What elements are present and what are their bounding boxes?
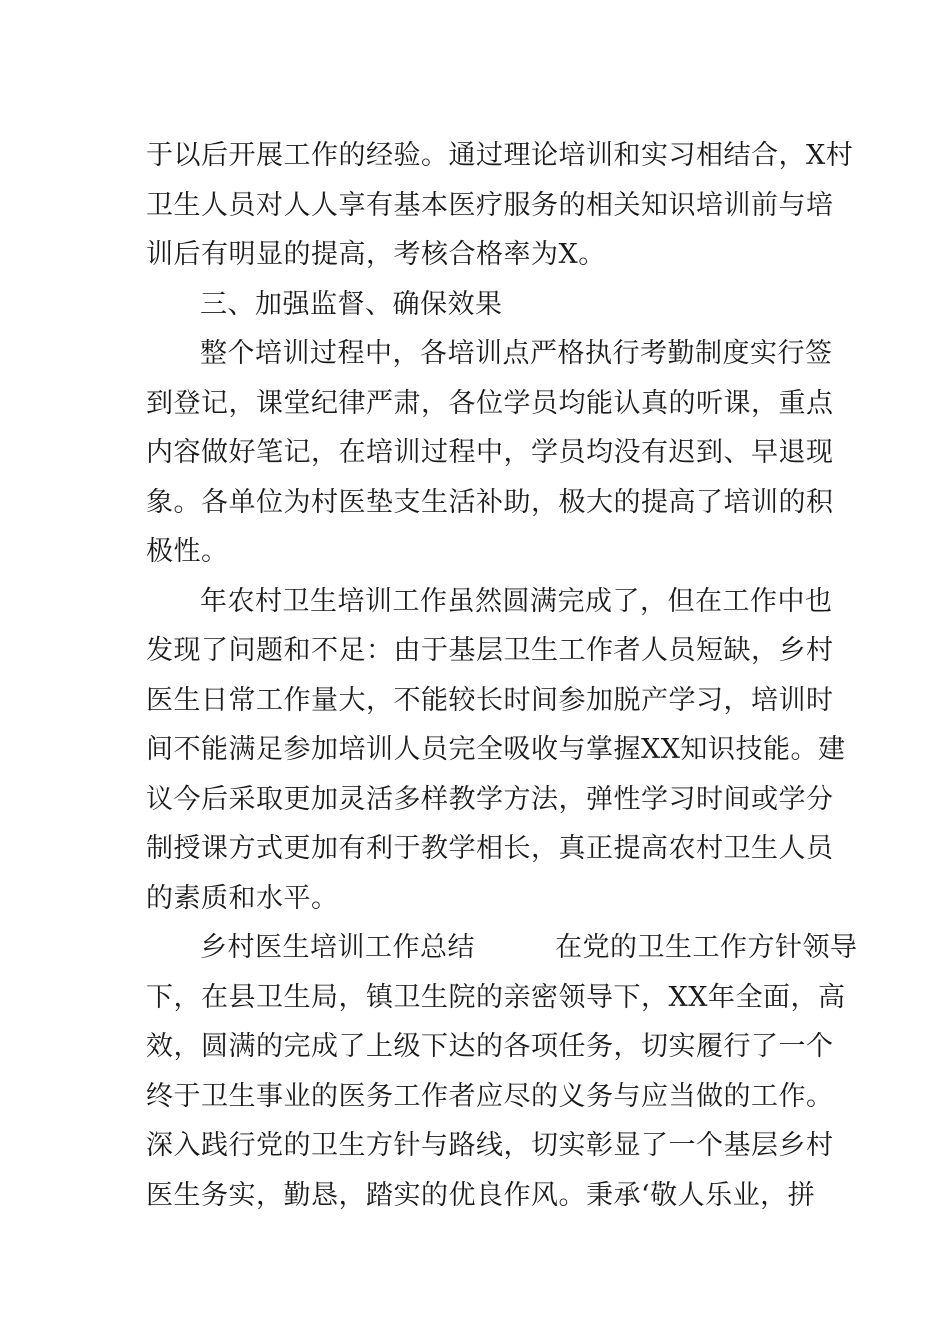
text-line: 议今后采取更加灵活多样教学方法，弹性学习时间或学分 bbox=[146, 783, 834, 815]
text-line: 下，在县卫生局，镇卫生院的亲密领导下，XX年全面，高 bbox=[146, 981, 846, 1013]
summary-title: 乡村医生培训工作总结 bbox=[200, 932, 475, 963]
text-line: 间不能满足参加培训人员完全吸收与掌握XX知识技能。建 bbox=[146, 734, 846, 765]
text-line: 效，圆满的完成了上级下达的各项任务，切实履行了一个 bbox=[146, 1031, 834, 1062]
text-line: 年农村卫生培训工作虽然圆满完成了，但在工作中也 bbox=[200, 585, 833, 617]
section-heading: 三、加强监督、确保效果 bbox=[200, 288, 503, 320]
text-line: 深入践行党的卫生方针与路线，切实彰显了一个基层乡村 bbox=[146, 1130, 834, 1161]
text-line: 整个培训过程中，各培训点严格执行考勤制度实行签 bbox=[200, 338, 833, 369]
text-line: 象。各单位为村医垫支生活补助，极大的提高了培训的积 bbox=[146, 486, 834, 518]
text-line: 训后有明显的提高，考核合格率为X。 bbox=[146, 239, 606, 270]
text-line: 到登记，课堂纪律严肃，各位学员均能认真的听课，重点 bbox=[146, 387, 834, 419]
text-line: 极性。 bbox=[146, 536, 229, 567]
text-line: 卫生人员对人人享有基本医疗服务的相关知识培训前与培 bbox=[146, 189, 834, 221]
text-line: 的素质和水平。 bbox=[146, 882, 339, 914]
text-line: 发现了问题和不足：由于基层卫生工作者人员短缺，乡村 bbox=[146, 635, 834, 666]
text-line bbox=[146, 923, 858, 973]
text-line: 医生务实，勤恳，踏实的优良作风。秉承‘敬人乐业，拼 bbox=[146, 1179, 816, 1211]
text-fragment: 在党的卫生工作方针领导 bbox=[555, 932, 858, 963]
text-line: 医生日常工作量大，不能较长时间参加脱产学习，培训时 bbox=[146, 684, 834, 716]
text-line: 于以后开展工作的经验。通过理论培训和实习相结合，X村 bbox=[146, 140, 854, 171]
text-line: 制授课方式更加有利于教学相长，真正提高农村卫生人员 bbox=[146, 833, 834, 864]
text-line: 终于卫生事业的医务工作者应尽的义务与应当做的工作。 bbox=[146, 1080, 834, 1112]
text-line: 内容做好笔记，在培训过程中，学员均没有迟到、早退现 bbox=[146, 437, 834, 468]
document-body bbox=[146, 131, 858, 1220]
